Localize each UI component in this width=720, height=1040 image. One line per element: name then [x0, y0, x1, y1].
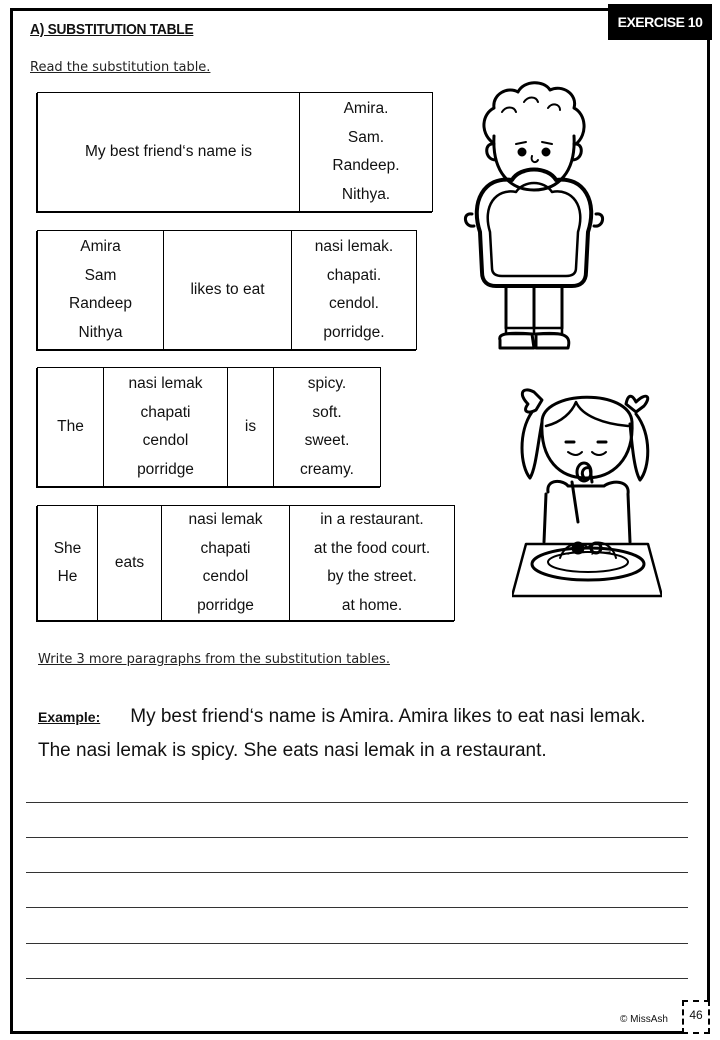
read-instruction: Read the substitution table.	[30, 60, 211, 75]
example-paragraph	[38, 700, 698, 768]
table3-adjective: soft.	[312, 403, 342, 421]
table2-name: Nithya	[78, 323, 123, 341]
table4-place: at home.	[341, 596, 403, 614]
substitution-table-3	[37, 367, 381, 487]
substitution-table-1	[37, 92, 433, 212]
table1-right-cell	[300, 93, 433, 212]
table2-name: Amira	[80, 238, 121, 255]
table4-place: in a restaurant.	[320, 511, 424, 528]
table4-foods-cell	[162, 506, 290, 621]
example-label: Example:	[38, 709, 101, 725]
page-number: 46	[682, 1000, 710, 1034]
writing-line[interactable]	[26, 943, 688, 944]
table1-option: Sam.	[347, 128, 385, 146]
table4-places-cell	[290, 506, 455, 621]
table4-pronouns-cell	[38, 506, 98, 621]
table4-food: chapati	[200, 539, 251, 557]
table3-adjectives-cell	[274, 368, 381, 487]
writing-line[interactable]	[26, 907, 688, 908]
table3-adjective: sweet.	[304, 432, 350, 449]
table3-verb-cell: is	[228, 368, 274, 487]
table3-adjective: creamy.	[300, 460, 354, 478]
table4-food: nasi lemak	[188, 511, 263, 528]
girl-eating-illustration	[512, 382, 662, 598]
table2-name: Randeep	[69, 295, 132, 312]
table3-food: chapati	[140, 403, 191, 421]
table3-food: porridge	[137, 460, 194, 478]
table2-names-cell	[38, 231, 164, 350]
table3-food: cendol	[142, 432, 189, 449]
example-line-1: My best friend‘s name is Amira. Amira likes to eat nasi lemak.	[130, 706, 646, 727]
table2-name: Sam	[84, 266, 117, 284]
table2-food: cendol.	[329, 295, 379, 312]
substitution-table-4	[37, 505, 455, 621]
table2-verb-cell: likes to eat	[164, 231, 292, 350]
table3-adjective: spicy.	[307, 375, 347, 392]
copyright-footer: © MissAsh	[620, 1014, 668, 1025]
table3-foods-cell	[104, 368, 228, 487]
writing-line[interactable]	[26, 872, 688, 873]
section-heading: A) SUBSTITUTION TABLE	[30, 21, 194, 38]
table4-verb-cell: eats	[98, 506, 162, 621]
example-line-2: The nasi lemak is spicy. She eats nasi lemak in a restaurant.	[38, 740, 547, 761]
exercise-tag: EXERCISE 10	[608, 4, 712, 40]
boy-with-bread-illustration	[462, 72, 612, 356]
table2-food: porridge.	[323, 323, 385, 341]
table2-food: chapati.	[326, 266, 382, 284]
writing-line[interactable]	[26, 802, 688, 803]
table4-food: porridge	[197, 596, 254, 614]
table3-food: nasi lemak	[128, 375, 203, 392]
table3-article-cell: The	[38, 368, 104, 487]
table4-food: cendol	[202, 568, 249, 585]
writing-line[interactable]	[26, 978, 688, 979]
table4-place: by the street.	[327, 568, 417, 585]
table1-option: Randeep.	[332, 157, 400, 174]
table4-pronoun: She	[53, 539, 82, 557]
write-instruction: Write 3 more paragraphs from the substitution tables.	[38, 652, 390, 667]
table2-foods-cell	[292, 231, 417, 350]
table1-left-cell: My best friend‘s name is	[38, 93, 300, 212]
table4-place: at the food court.	[313, 539, 431, 557]
table4-pronoun: He	[57, 568, 78, 585]
table2-food: nasi lemak.	[314, 238, 394, 255]
table1-option: Nithya.	[341, 185, 391, 203]
writing-line[interactable]	[26, 837, 688, 838]
table1-option: Amira.	[343, 100, 389, 117]
substitution-table-2	[37, 230, 417, 350]
